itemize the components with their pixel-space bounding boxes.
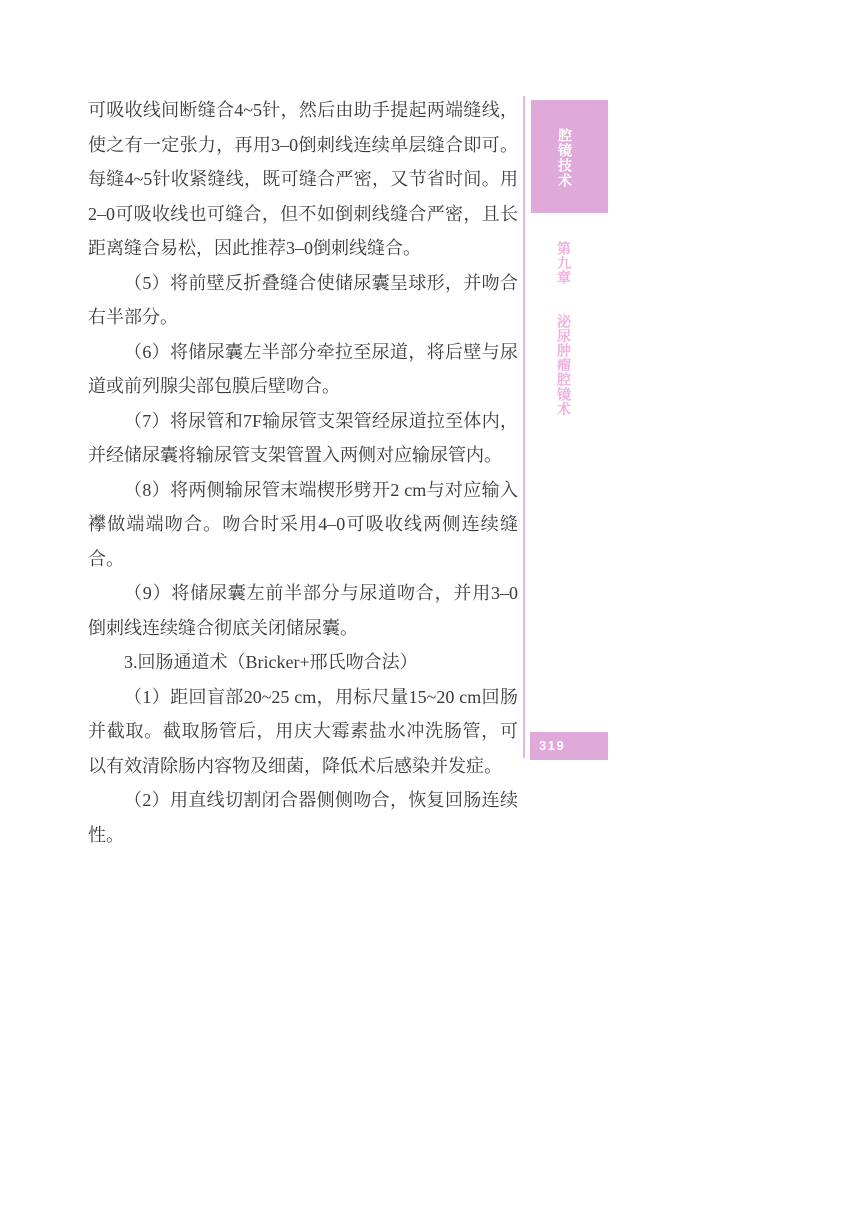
section-heading: 3.回肠通道术（Bricker+邢氏吻合法）	[124, 652, 418, 672]
step-paragraph: （6）将储尿囊左半部分牵拉至尿道，将后壁与尿道或前列腺尖部包膜后壁吻合。	[88, 341, 518, 396]
sidebar-tab	[531, 100, 608, 213]
step-paragraph: （8）将两侧输尿管末端楔形劈开2 cm与对应输入襻做端端吻合。吻合时采用4–0可吸收线两侧连续缝合。	[88, 479, 518, 569]
chapter-number: 第九章	[556, 241, 572, 285]
paragraph-continuation: 可吸收线间断缝合4~5针，然后由助手提起两端缝线，使之有一定张力，再用3–0倒刺线连续单层缝合即可。每缝4~5针收紧缝线，既可缝合严密，又节省时间。用2–0可吸收线也可缝合，但不如倒刺线缝合严密，且长距离缝合易松，因此推荐3–0倒刺线缝合。	[88, 100, 518, 258]
page-number-badge	[530, 732, 608, 760]
step-paragraph: （2）用直线切割闭合器侧侧吻合，恢复回肠连续性。	[88, 790, 518, 845]
step-paragraph: （1）距回盲部20~25 cm，用标尺量15~20 cm回肠并截取。截取肠管后，用庆大霉素盐水冲洗肠管，可以有效清除肠内容物及细菌，降低术后感染并发症。	[88, 686, 518, 776]
chapter-title: 泌尿肿瘤腔镜术	[556, 314, 572, 417]
step-paragraph: （9）将储尿囊左前半部分与尿道吻合，并用3–0倒刺线连续缝合彻底关闭储尿囊。	[88, 583, 518, 638]
sidebar-divider-line	[523, 96, 525, 758]
body-text-column	[88, 93, 518, 852]
sidebar-tab-label: 腔镜技术	[557, 128, 573, 188]
chapter-marker	[554, 241, 574, 417]
step-paragraph: （5）将前壁反折叠缝合使储尿囊呈球形，并吻合右半部分。	[88, 272, 518, 327]
page-number: 319	[539, 738, 566, 753]
step-paragraph: （7）将尿管和7F输尿管支架管经尿道拉至体内，并经储尿囊将输尿管支架管置入两侧对应输尿管内。	[88, 410, 518, 465]
